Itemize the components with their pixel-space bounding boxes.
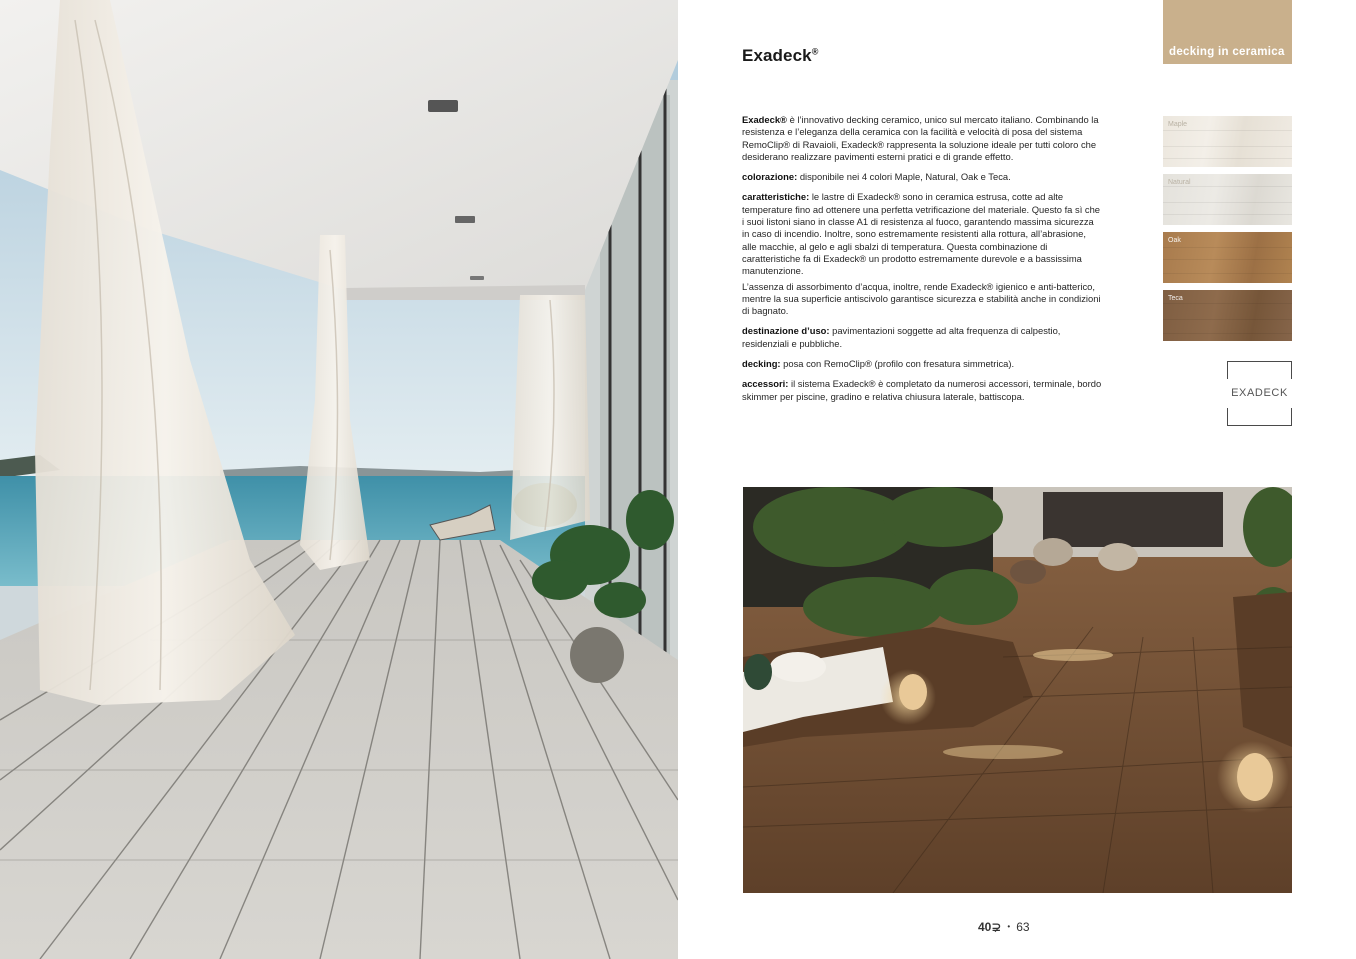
- swatch-label: Natural: [1168, 179, 1191, 186]
- swatch-natural: [1163, 174, 1292, 225]
- swatch-label: Teca: [1168, 295, 1183, 302]
- page-footer: [978, 920, 1030, 934]
- page-title: Exadeck®: [742, 46, 819, 65]
- exadeck-logo: [1227, 361, 1292, 426]
- swatch-label: Maple: [1168, 121, 1188, 128]
- decking-paragraph: decking: posa con RemoClip® (profilo con fresatura simmetrica).: [742, 358, 1015, 370]
- logo-text: EXADECK: [1231, 387, 1288, 399]
- category-tab: [1163, 0, 1292, 64]
- swatch-maple: [1163, 116, 1292, 167]
- product-description: [742, 114, 1102, 411]
- intro-paragraph: Exadeck® è l’innovativo decking ceramico, unico sul mercato italiano. Combinando la resistenza e l’eleganza della ceramica con la facilità e velocità di posa del sistema RemoClip® di Ravaioli, Exadeck® rappresenta la soluzione ideale per tutti coloro che desiderano realizzare pavimenti esterni pratici e di grande effetto.: [742, 114, 1099, 162]
- garden-terrace-photo: [743, 487, 1292, 893]
- accessori-paragraph: accessori: il sistema Exadeck® è completato da numerosi accessori, terminale, bordo skimmer per piscine, gradino e relativa chiusura laterale, battiscopa.: [742, 378, 1102, 402]
- destinazione-paragraph: destinazione d’uso: pavimentazioni soggette ad alta frequenza di calpestio, residenziali e pubbliche.: [742, 325, 1061, 349]
- page-number: 63: [1016, 920, 1030, 934]
- colorazione-paragraph: colorazione: disponibile nei 4 colori Maple, Natural, Oak e Teca.: [742, 171, 1011, 183]
- garden-illustration: [743, 487, 1292, 893]
- separator-dot-icon: •: [1007, 922, 1011, 931]
- category-tab-label: decking in ceramica: [1169, 46, 1285, 58]
- caratteristiche-paragraph-2: L’assenza di assorbimento d’acqua, inoltre, rende Exadeck® igienico e anti-batterico, mentre la sua superficie antiscivolo garantisce sicurezza e stabilità anche in condizioni di bagnato.: [742, 280, 1101, 317]
- caratteristiche-paragraph: caratteristiche: le lastre di Exadeck® sono in ceramica estrusa, cotte ad alte temperature fino ad ottenere una perfetta vetrificazione del materiale. Questo fa sì che i suoi listoni siano in classe A1 di resistenza al fuoco, garantendo massima sicurezza in caso di incendio. Inoltre, sono estremamente resistenti alla rottura, all’abrasione, alle macchie, al gelo e agli sbalzi di temperatura. Questa combinazione di caratteristiche fa di Exadeck® un prodotto estremamente durevole e a bassissima manutenzione.: [742, 191, 1101, 277]
- brand-mark: 40⊋: [978, 920, 1002, 934]
- swatch-teca: [1163, 290, 1292, 341]
- swatch-label: Oak: [1168, 237, 1181, 244]
- swatch-oak: [1163, 232, 1292, 283]
